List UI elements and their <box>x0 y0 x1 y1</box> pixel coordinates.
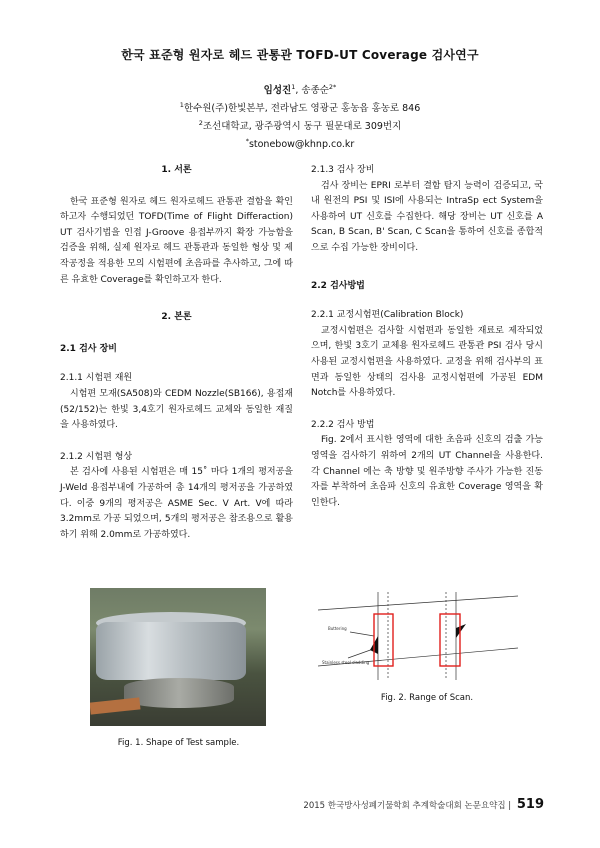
subsection-heading-2-1: 2.1 검사 장비 <box>60 343 117 354</box>
figure-1-caption: Fig. 1. Shape of Test sample. <box>117 738 240 748</box>
page-number: 519 <box>516 797 544 812</box>
paragraph-2-1-1: 시험편 모재(SA508)와 CEDM Nozzle(SB166), 용접재(52/152)는 한빛 3,4호기 원자로헤드 교체와 동일한 재질을 사용하였다. <box>60 388 293 431</box>
label-cladding: Stainless steel cladding <box>322 660 370 665</box>
figure-1-photo <box>90 588 266 726</box>
head-surface-line <box>318 596 518 610</box>
footer-text: 2015 한국방사성폐기물학회 추계학술대회 논문요약집 <box>303 801 506 811</box>
subsubsection-heading-2-1-2: 2.1.2 시험편 형상 <box>60 451 133 462</box>
co-author-sup: 2* <box>328 83 337 91</box>
subsection-heading-2-2: 2.2 검사방법 <box>311 280 365 291</box>
paragraph-2-2-1: 교정시험편은 검사할 시험편과 동일한 재료로 제작되었으며, 한빛 3호기 교체용 원자로헤드 관통관 PSI 검사 당시 사용된 교정시험편을 사용하였다. 교정을 위해 검사부의 표면과 동일한 상태의 검사용 교정시험편에 가공된 EDM Notch를 사용하였다. <box>311 325 543 399</box>
footer-separator: | <box>508 801 512 811</box>
author-block <box>0 80 600 153</box>
section-heading-intro: 1. 서론 <box>161 165 192 175</box>
section-heading-main: 2. 본론 <box>161 312 192 323</box>
affiliation-1-text: 한수원(주)한빛본부, 전라남도 영광군 홍농읍 홍농로 846 <box>183 103 421 115</box>
left-column <box>60 163 293 543</box>
paper-title: 한국 표준형 원자로 헤드 관통관 TOFD-UT Coverage 검사연구 <box>121 48 479 62</box>
test-sample-cylinder <box>96 622 246 680</box>
email-sup: * <box>245 137 249 146</box>
lead-author-sup: 1 <box>291 83 296 91</box>
affiliation-2 <box>0 116 600 134</box>
subsubsection-heading-2-2-1: 2.2.1 교정시험편(Calibration Block) <box>311 310 464 321</box>
subsubsection-heading-2-2-2: 2.2.2 검사 방법 <box>311 419 375 430</box>
co-author: 송종순 <box>301 85 329 97</box>
affiliation-2-sup: 2 <box>198 119 203 128</box>
scan-range-box-right <box>440 614 460 666</box>
affiliation-1 <box>0 98 600 116</box>
right-column <box>311 163 543 511</box>
figure-2-diagram <box>318 592 518 680</box>
leader-line-buttering <box>350 632 374 636</box>
subsubsection-heading-2-1-1: 2.1.1 시험편 재원 <box>60 373 133 384</box>
paragraph-2-1-3: 검사 장비는 EPRI 로부터 결함 탐지 능력이 검증되고, 국내 원전의 PSI 및 ISI에 사용되는 IntraSp ect System을 사용하여 UT 신호를 수집한다. 해당 장비는 UT 신호를 A Scan, B Scan, B' Scan, C Scan을 통하여 신호를 종합적으로 수집 가능한 장비이다. <box>311 180 543 253</box>
affiliation-2-text: 조선대학교, 광주광역시 동구 필문대로 309번지 <box>202 121 402 133</box>
affiliation-1-sup: 1 <box>179 101 184 110</box>
paragraph-2-2-2: Fig. 2에서 표시한 영역에 대한 초음파 신호의 검출 가능 영역을 검사하기 위하여 2개의 UT Channel을 사용한다. 각 Channel 에는 축 방향 및 원주방향 주사가 가능한 진동자를 부착하여 초음파 신호의 유효한 Coverage 영역을 확인한다. <box>311 435 543 508</box>
paragraph-2-1-2: 본 검사에 사용된 시험편은 매 15˚ 마다 1개의 평저공을 J-Weld 용접부내에 가공하여 총 14개의 평저공을 가공하였다. 이중 9개의 평저공은 ASME Sec. V Art. V에 따라 3.2mm로 가공 되었으며, 5개의 평저공은 참조용으로 활용하기 위해 2.0mm로 가공하였다. <box>60 467 293 540</box>
author-line: 임성진$^1$, 송종순$^{2*}$ <box>263 83 337 97</box>
test-sample-base <box>124 678 234 708</box>
author-email <box>0 134 600 152</box>
j-weld-right <box>456 624 466 638</box>
intro-paragraph: 한국 표준형 원자로 헤드 원자로헤드 관통관 결함을 확인하고자 수행되었던 TOFD(Time of Flight Differaction) UT 검사기법을 인접 J-Groove 용접부까지 확장 가능함을 검증을 위해, 실제 원자로 헤드 관통관과 동일한 형상 및 제작공정을 적용한 모의 시험편에 초음파를 추사하고, 그에 따른 유효한 Coverage를 확인하고자 한다. <box>60 196 293 285</box>
email-text: stonebow@khnp.co.kr <box>248 139 355 151</box>
figure-2-caption: Fig. 2. Range of Scan. <box>380 693 474 703</box>
copper-stand <box>90 697 140 714</box>
page-footer <box>303 797 544 812</box>
subsubsection-heading-2-1-3: 2.1.3 검사 장비 <box>311 165 375 175</box>
label-buttering: Buttering <box>328 626 347 631</box>
lead-author: 임성진 <box>263 85 292 97</box>
